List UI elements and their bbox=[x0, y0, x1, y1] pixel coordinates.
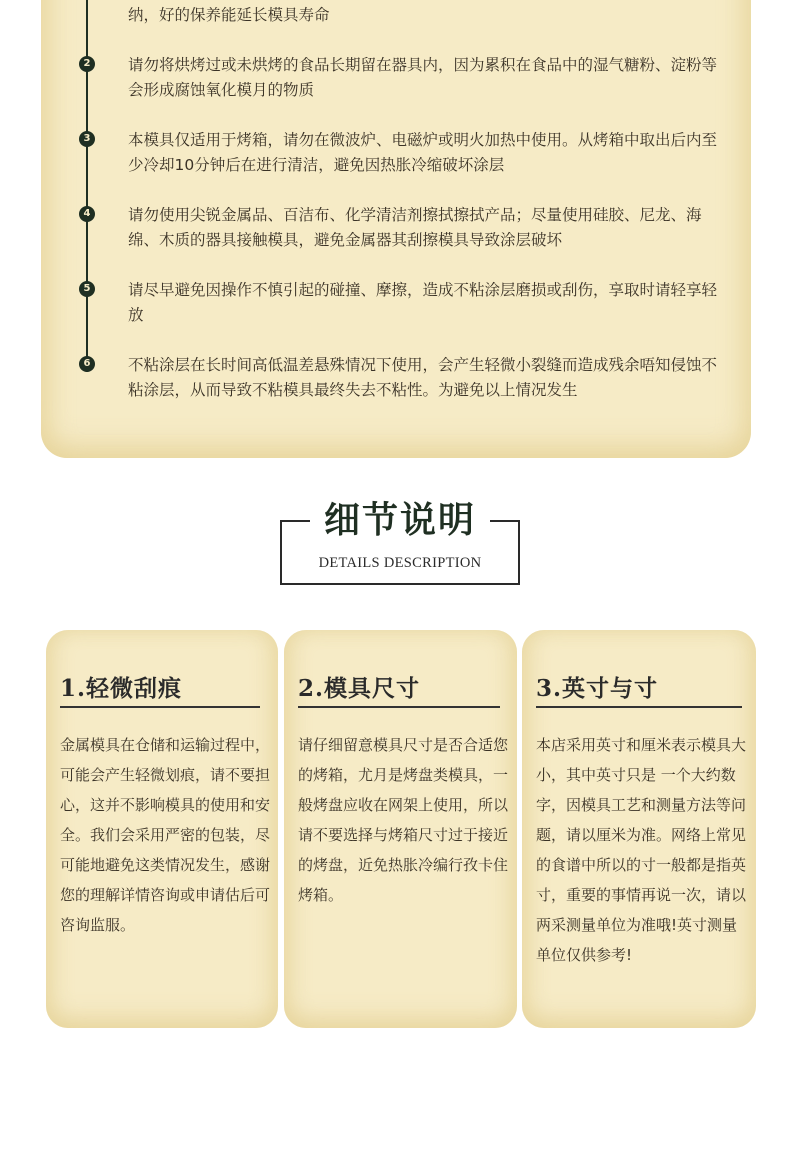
care-item-text: 请勿使用尖锐金属品、百洁布、化学清洁剂擦拭擦拭产品；尽量使用硅胶、尼龙、海绵、木质的器具接触模具，避免金属器其刮擦模具导致涂层破坏 bbox=[128, 206, 702, 249]
care-item-text: 不粘涂层在长时间高低温差悬殊情况下使用，会产生轻微小裂缝而造成残余唔知侵蚀不粘涂层，从而导致不粘模具最终失去不粘性。为避免以上情况发生 bbox=[128, 356, 718, 399]
care-item-3 bbox=[0, 128, 790, 188]
card-title: 1.轻微刮痕 bbox=[60, 675, 183, 702]
section-subtitle: DETAILS DESCRIPTION bbox=[318, 555, 482, 571]
care-item-4 bbox=[0, 203, 790, 263]
care-item-6 bbox=[0, 353, 790, 413]
step-number-badge: 4 bbox=[79, 206, 95, 222]
card-divider bbox=[298, 706, 500, 708]
care-item-5 bbox=[0, 278, 790, 338]
care-item-text: 请勿将烘烤过或未烘烤的食品长期留在器具内，因为累积在食品中的湿气糖粉、淀粉等会形成腐蚀氧化模月的物质 bbox=[128, 56, 718, 99]
section-heading bbox=[280, 499, 520, 585]
heading-frame-top-left bbox=[280, 520, 310, 522]
care-item-text: 纳，好的保养能延长模具寿命 bbox=[128, 6, 330, 24]
step-number-badge: 3 bbox=[79, 131, 95, 147]
card-body: 金属模具在仓储和运输过程中，可能会产生轻微划痕，请不要担心，这并不影响模具的使用和安全。我们会采用严密的包装，尽可能地避免这类情况发生，感谢您的理解详情咨询或申请估后可咨询监服。 bbox=[60, 736, 271, 934]
card-body: 请仔细留意模具尺寸是否合适您的烤箱，尤月是烤盘类模具，一般烤盘应收在网架上使用，所以请不要选择与烤箱尺寸过于接近的烤盘，近免热胀冷编行孜卡住烤箱。 bbox=[298, 736, 509, 904]
detail-card-inch bbox=[522, 630, 756, 1028]
detail-card-scratches bbox=[46, 630, 278, 1028]
card-divider bbox=[60, 706, 260, 708]
card-title: 2.模具尺寸 bbox=[298, 675, 421, 702]
heading-frame-top-right bbox=[490, 520, 520, 522]
card-body: 本店采用英寸和厘米表示模具大小，其中英寸只是 一个大约数字，因模具工艺和测量方法等问题，请以厘米为准。网络上常见的食谱中所以的寸一般都是指英寸，重要的事情再说一次，请以两采测量单位为准哦!英寸测量单位仅供参考! bbox=[536, 736, 747, 964]
section-title: 细节说明 bbox=[310, 500, 490, 540]
step-number-badge: 6 bbox=[79, 356, 95, 372]
card-divider bbox=[536, 706, 742, 708]
step-number-badge: 2 bbox=[79, 56, 95, 72]
care-item-2 bbox=[0, 53, 790, 113]
detail-card-size bbox=[284, 630, 517, 1028]
card-title: 3.英寸与寸 bbox=[536, 675, 659, 702]
step-number-badge: 5 bbox=[79, 281, 95, 297]
care-item-text: 请尽早避免因操作不慎引起的碰撞、摩擦，造成不粘涂层磨损或刮伤，享取时请轻享轻放 bbox=[128, 281, 718, 324]
care-item-text: 本模具仅适用于烤箱，请勿在微波炉、电磁炉或明火加热中使用。从烤箱中取出后内至少冷却10分钟后在进行清洁，避免因热胀冷缩破坏涂层 bbox=[128, 131, 718, 174]
